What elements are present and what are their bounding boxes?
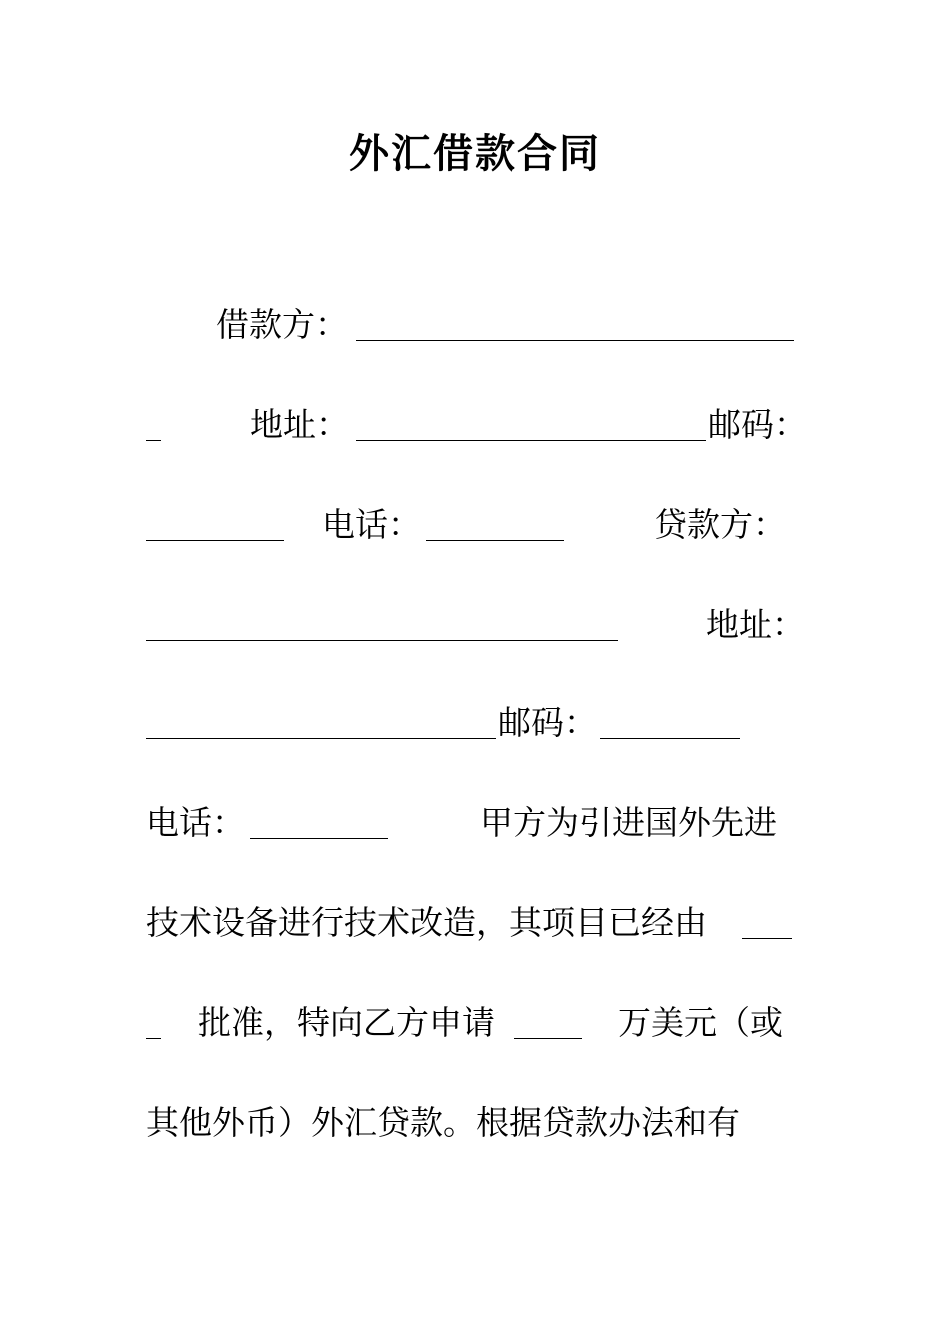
approver-blank: [742, 938, 792, 939]
lender-phone-line: [146, 798, 794, 848]
lender-address-label: 地址：: [706, 605, 805, 644]
lender-name-line: [146, 600, 805, 650]
borrower-phone-line: [146, 500, 794, 550]
purpose-line-2: [146, 898, 794, 948]
borrower-phone-label: 电话：: [322, 505, 421, 544]
approved-text: 批准，特向乙方申请: [198, 1003, 495, 1042]
purpose-text-line2: 技术设备进行技术改造，其项目已经由: [146, 903, 707, 942]
borrower-phone-blank: [426, 540, 564, 541]
borrower-label: 借款方：: [216, 305, 348, 344]
approver-blank-cont: [146, 1038, 161, 1039]
borrower-name-blank: [356, 340, 794, 341]
borrower-line: [146, 300, 794, 350]
borrower-postcode-label: 邮码：: [708, 405, 807, 444]
borrower-address-blank: [356, 440, 706, 441]
lender-postcode-blank: [600, 738, 740, 739]
lender-label: 贷款方：: [654, 505, 786, 544]
lender-address-line: [146, 698, 794, 748]
borrower-address-line: [146, 400, 807, 450]
borrower-name-blank-cont: [146, 440, 161, 441]
amount-unit-text: 万美元（或: [618, 1003, 783, 1042]
borrower-postcode-blank: [146, 540, 284, 541]
purpose-line-3: [146, 998, 794, 1048]
lender-name-blank: [146, 640, 618, 641]
purpose-line-4: [146, 1098, 794, 1148]
lender-address-blank: [146, 738, 496, 739]
lender-phone-label: 电话：: [146, 803, 245, 842]
amount-blank: [514, 1038, 582, 1039]
last-line-text: 其他外币）外汇贷款。根据贷款办法和有: [146, 1103, 740, 1142]
lender-postcode-label: 邮码：: [498, 703, 597, 742]
borrower-address-label: 地址：: [250, 405, 349, 444]
page-title: 外汇借款合同: [349, 130, 601, 177]
purpose-text-start: 甲方为引进国外先进: [480, 803, 777, 842]
lender-phone-blank: [250, 838, 388, 839]
